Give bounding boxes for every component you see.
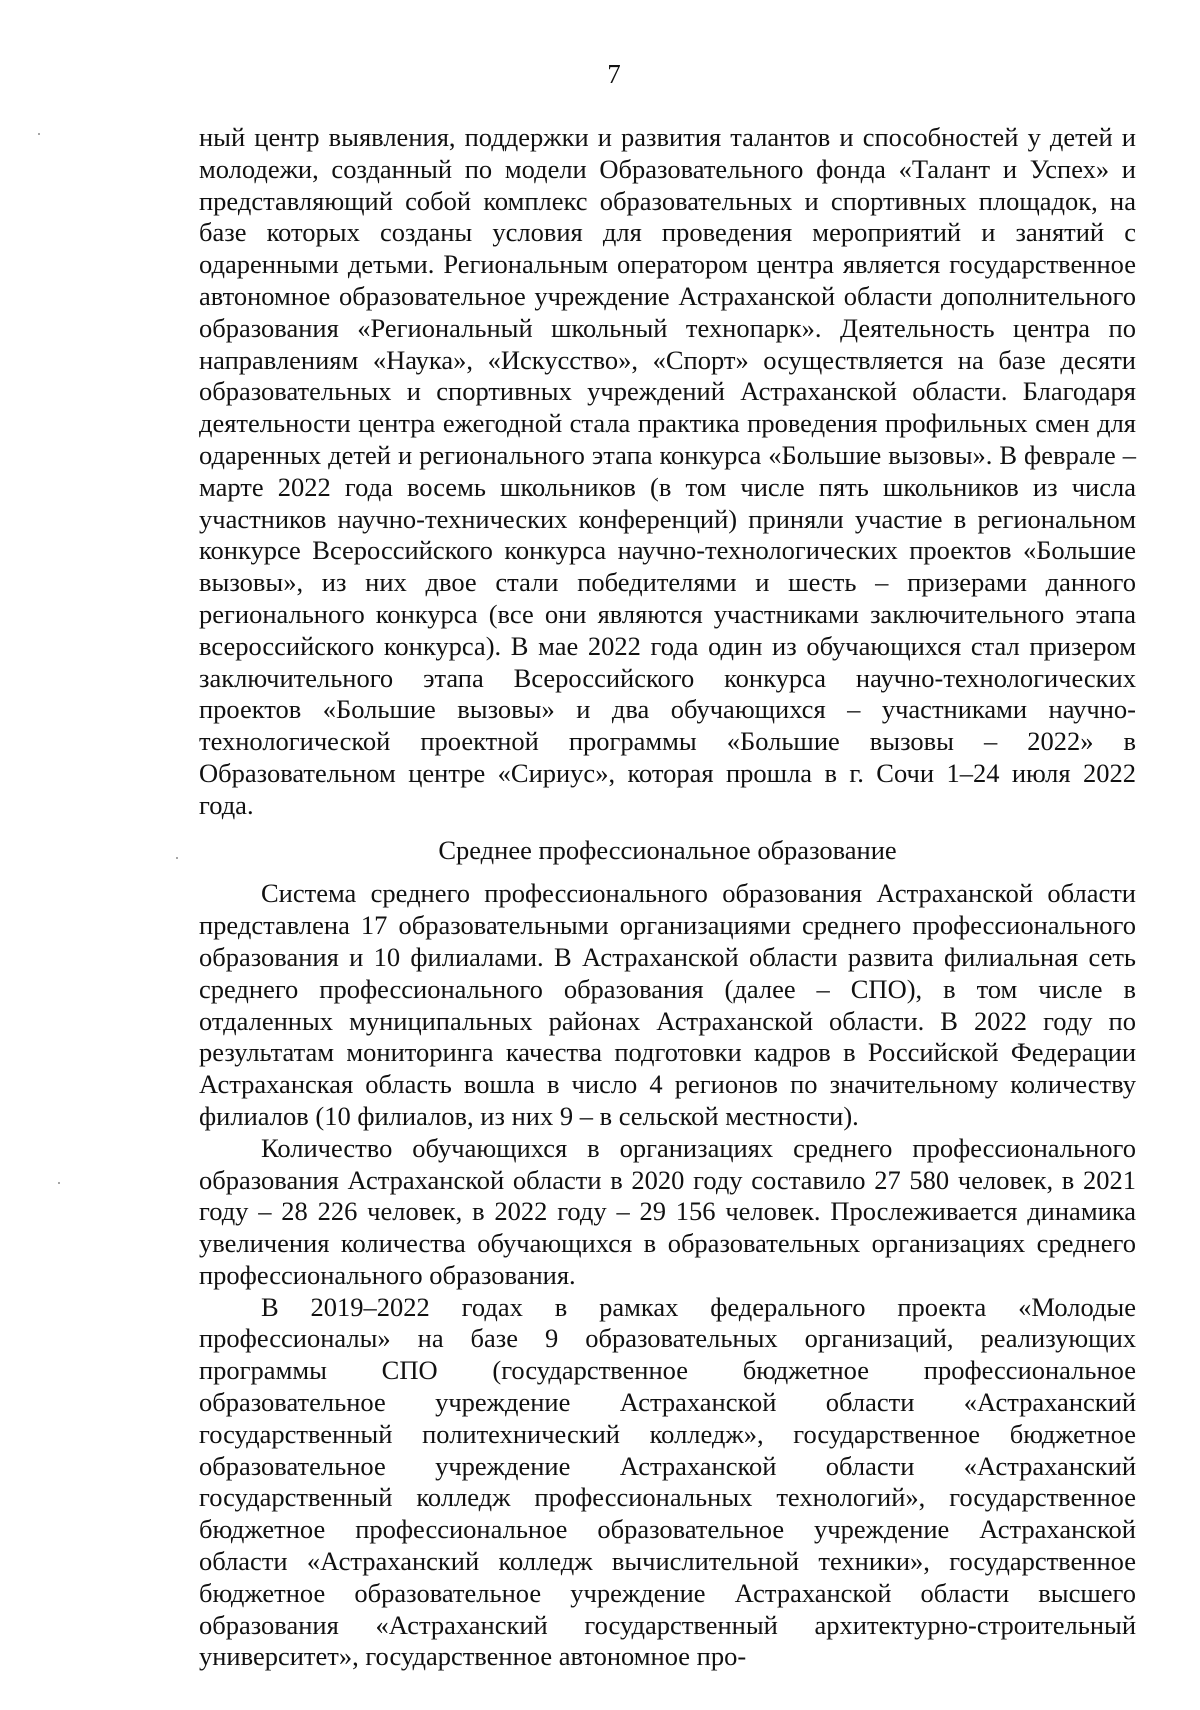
document-body [199, 122, 1136, 1673]
paragraph-spo-system: Система среднего профессионального образования Астраханской области представлена 17 образовательными организациями среднего профессионального образования и 10 филиалами. В Астраханской области развита филиальная сеть среднего профессионального образования (далее – СПО), в том числе в отдаленных муниципальных районах Астраханской области. В 2022 году по результатам мониторинга качества подготовки кадров в Российской Федерации Астраханская область вошла в число 4 регионов по значительному количеству филиалов (10 филиалов, из них 9 – в сельской местности). [199, 878, 1136, 1131]
intro-paragraph: ный центр выявления, поддержки и развития талантов и способностей у детей и молодежи, созданный по модели Образовательного фонда «Талант и Успех» и представляющий собой комплекс образовательных и спортивных площадок, на базе которых созданы условия для проведения мероприятий и занятий с одаренными детьми. Региональным оператором центра является государственное автономное образовательное учреждение Астраханской области дополнительного образования «Региональный школьный технопарк». Деятельность центра по направлениям «Наука», «Искусство», «Спорт» осуществляется на базе десяти образовательных и спортивных учреждений Астраханской области. Благодаря деятельности центра ежегодной стала практика проведения профильных смен для одаренных детей и регионального этапа конкурса «Большие вызовы». В феврале – марте 2022 года восемь школьников (в том числе пять школьников из числа участников научно-технических конференций) приняли участие в региональном конкурсе Всероссийского конкурса научно-технологических проектов «Большие вызовы», из них двое стали победителями и шесть – призерами данного регионального конкурса (все они являются участниками заключительного этапа всероссийского конкурса). В мае 2022 года один из обучающихся стал призером заключительного этапа Всероссийского конкурса научно-технологических проектов «Большие вызовы» и два обучающихся – участниками научно-технологической проектной программы «Большие вызовы – 2022» в Образовательном центре «Сириус», которая прошла в г. Сочи 1–24 июля 2022 года. [199, 122, 1136, 820]
section-heading: Среднее профессиональное образование [438, 834, 897, 865]
page-number: 7 [607, 59, 621, 89]
paragraph-students-count: Количество обучающихся в организациях среднего профессионального образования Астраханской области в 2020 году составило 27 580 человек, в 2021 году – 28 226 человек, в 2022 году – 29 156 человек. Прослеживается динамика увеличения количества обучающихся в образовательных организациях среднего профессионального образования. [199, 1132, 1136, 1290]
scan-speck [38, 133, 40, 135]
scan-speck [58, 1182, 60, 1184]
paragraph-young-professionals: В 2019–2022 годах в рамках федерального проекта «Молодые профессионалы» на базе 9 образовательных организаций, реализующих программы СПО (государственное бюджетное профессиональное образовательное учреждение Астраханской области «Астраханский государственный политехнический колледж», государственное бюджетное образовательное учреждение Астраханской области «Астраханский государственный колледж профессиональных технологий», государственное бюджетное профессиональное образовательное учреждение Астраханской области «Астраханский колледж вычислительной техники», государственное бюджетное образовательное учреждение Астраханской области высшего образования «Астраханский государственный архитектурно-строительный университет», государственное автономное про- [199, 1291, 1136, 1672]
scan-speck [176, 857, 178, 859]
